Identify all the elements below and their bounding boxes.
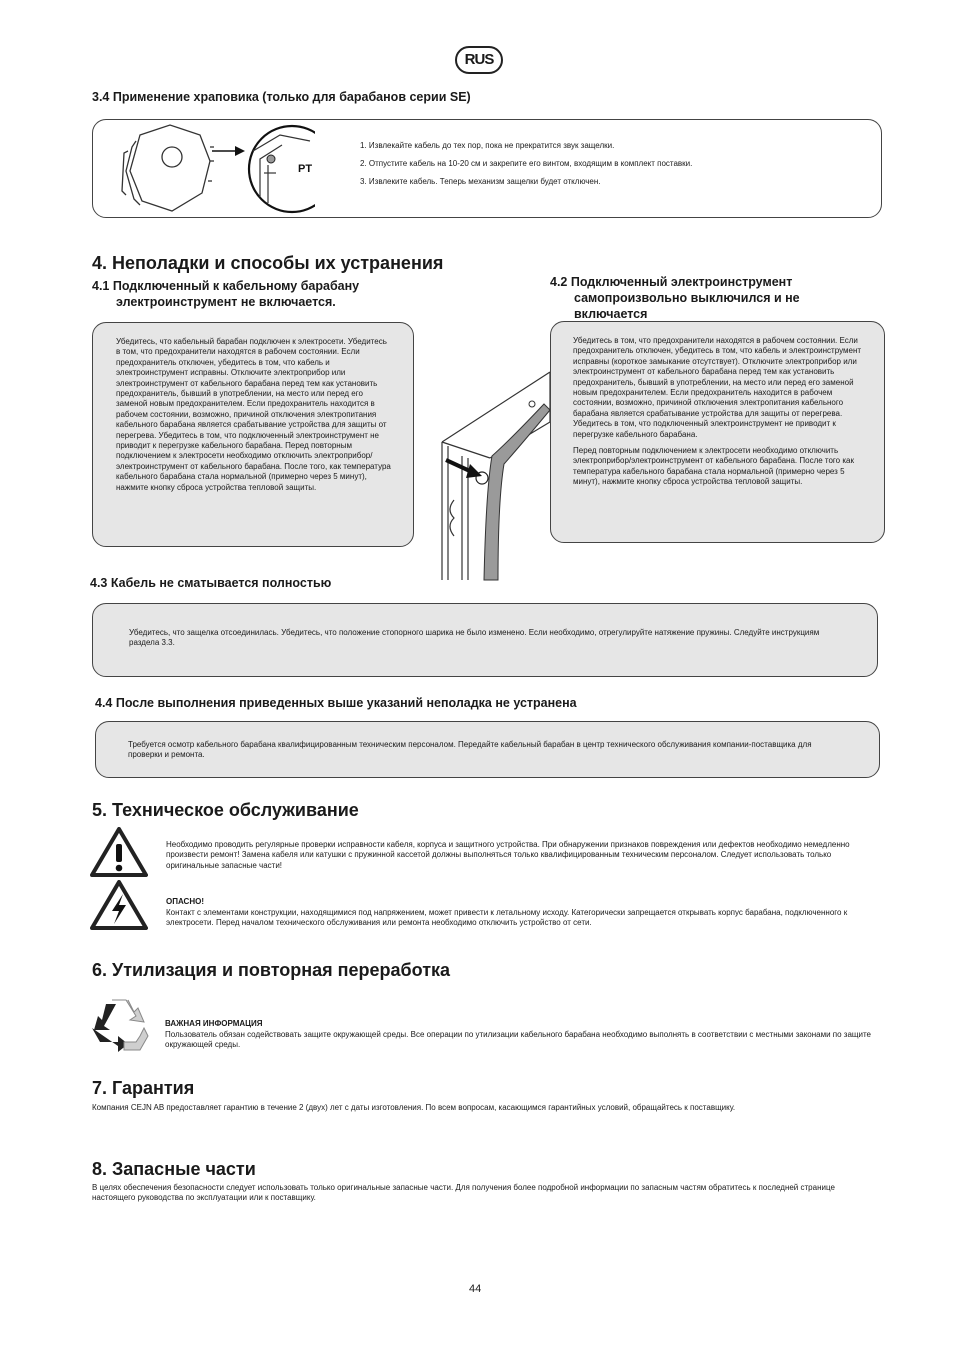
warning-icon: [90, 827, 148, 877]
recycling-icon: [88, 996, 150, 1054]
title-line: электроинструмент не включается.: [116, 295, 336, 309]
section-4-1-text: Убедитесь, что кабельный барабан подключен к электросети. Убедитесь в том, что предохранители находятся в рабочем состоянии. Если предохранитель отключен, убедитесь в том, что кабель и электроинструмент исправны. Отключите электроприбор или электроинструмент от кабельного барабана перед тем как установить предохранитель, бывший в употреблении, на место или перед его заменой новым предохранителем. Если предохранитель находится в рабочем состоянии, возможно, причиной отключения электропитания кабельного барабана является срабатывание устройства для защиты от перегрева. Убедитесь в том, что подключенный электроинструмент не приводит к перегрузке кабельного барабана. Перед повторным подключением к электросети необходимо отключить электроприбор/электроинструмент от кабельного барабана. После того, как температура кабельного барабана стала нормальной (примерно через 5 минут), нажмите кнопку сброса устройства тепловой защиты.: [116, 337, 391, 492]
list-item: 3. Извлеките кабель. Теперь механизм защелки будет отключен.: [360, 177, 601, 186]
title-line: самопроизвольно выключился и не: [574, 291, 800, 305]
list-item: 1. Извлекайте кабель до тех пор, пока не прекратится звук защелки.: [360, 141, 615, 150]
language-badge: RUS: [455, 46, 503, 74]
section-4-2-title: [550, 274, 800, 322]
danger-text: Контакт с элементами конструкции, находящимися под напряжением, может привести к летальному исходу. Категорически запрещается открывать корпус барабана, подключенного к электросети. Перед началом технического обслуживания или ремонта необходимо отключить устройство от сети.: [166, 908, 848, 928]
title-line: включается: [574, 307, 648, 321]
section-4-3-box: [92, 603, 878, 677]
section-4-4-box: [95, 721, 880, 778]
warranty-text: Компания CEJN AB предоставляет гарантию в течение 2 (двух) лет с даты изготовления. По всем вопросам, касающимся гарантийных условий, обращайтесь к поставщику.: [92, 1103, 736, 1112]
spare-parts-text: В целях обеспечения безопасности следует использовать только оригинальные запасные части. Для получения более подробной информации по запасным частям обратитесь к последней странице настоящего руководства по эксплуатации или к поставщику.: [92, 1183, 835, 1203]
section-5-title: 5. Техническое обслуживание: [92, 800, 359, 820]
section-4-3-text: Убедитесь, что защелка отсоединилась. Убедитесь, что положение стопорного шарика не было изменено. Если необходимо, отрегулируйте натяжение пружины. Следуйте инструкциям раздела 3.3.: [129, 628, 820, 648]
bracket-illustration: [432, 360, 562, 582]
section-4-1-box: [92, 322, 414, 547]
section-4-1-title: [92, 278, 359, 310]
section-7-title: 7. Гарантия: [92, 1078, 195, 1098]
ratchet-illustration: [110, 121, 315, 217]
disposal-text: Пользователь обязан содействовать защите окружающей среды. Все операции по утилизации кабельного барабана необходимо выполнять в соответствии с местными законами по защите окружающей среды.: [165, 1030, 871, 1050]
ratchet-steps: [360, 137, 860, 191]
section-4-4-title: 4.4 После выполнения приведенных выше указаний неполадка не устранена: [95, 696, 577, 710]
section-4-2-text-1: Убедитесь в том, что предохранители находятся в рабочем состоянии. Если предохранитель отключен, убедитесь в том, что кабель и электроинструмент исправны (короткое замыкание отсутствует). Отключите электроприбор или электроинструмент от кабельного барабана перед тем как установить предохранитель, бывший в употреблении, на место или перед его заменой новым предохранителем. Если предохранитель находится в рабочем состоянии, возможно, причиной отключения электропитания кабельного барабана является срабатывание устройства для защиты от перегрева. Убедитесь в том, что подключенный электроинструмент не приводит к перегрузке кабельного барабана.: [573, 336, 862, 439]
section-4-3-title: 4.3 Кабель не сматывается полностью: [90, 576, 332, 590]
section-4-2-text-2: Перед повторным подключением к электросети необходимо отключить электроприбор/электроинструмент от кабельного барабана. После того как температура кабельного барабана стала нормальной (примерно через 5 минут), нажмите кнопку сброса устройства тепловой защиты.: [573, 446, 854, 487]
title-line: 4.1 Подключенный к кабельному барабану: [92, 279, 360, 293]
title-line: 4.2 Подключенный электроинструмент: [550, 275, 793, 289]
maintenance-warning-text: Необходимо проводить регулярные проверки исправности кабеля, корпуса и защитного устройства. При обнаружении признаков повреждения или дефектов необходимо немедленно произвести ремонт! Замена кабеля или катушки с пружинной кассетой должны выполняться только квалифицированным техническим персоналом. Следует использовать только оригинальные запасные части!: [166, 840, 850, 870]
danger-label: ОПАСНО!: [166, 897, 204, 906]
section-4-4-text: Требуется осмотр кабельного барабана квалифицированным техническим персоналом. Передайте кабельный барабан в центр технического обслуживания компании-поставщика для проверки и ремонта.: [128, 740, 812, 760]
list-item: 2. Отпустите кабель на 10-20 см и закрепите его винтом, входящим в комплект поставки.: [360, 159, 693, 168]
electric-hazard-icon: [90, 880, 148, 930]
pt-label: PT: [298, 163, 313, 175]
section-4-2-box: [550, 321, 885, 543]
page-number: 44: [469, 1283, 482, 1295]
important-info-label: ВАЖНАЯ ИНФОРМАЦИЯ: [165, 1019, 263, 1028]
section-3-4-title: 3.4 Применение храповика (только для барабанов серии SE): [92, 90, 471, 104]
section-8-title: 8. Запасные части: [92, 1159, 256, 1179]
section-4-title: 4. Неполадки и способы их устранения: [92, 253, 444, 273]
section-6-title: 6. Утилизация и повторная переработка: [92, 960, 451, 980]
